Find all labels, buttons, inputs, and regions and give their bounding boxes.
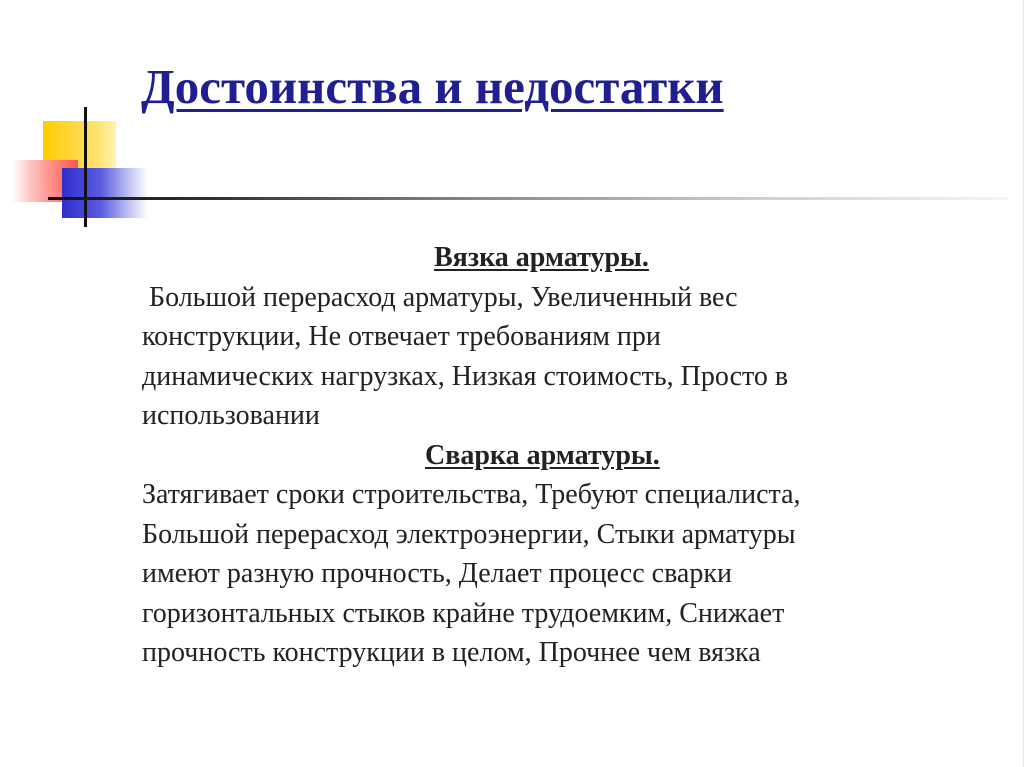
section-line: использовании bbox=[142, 400, 320, 431]
section-line: конструкции, Не отвечает требованиям при bbox=[142, 321, 661, 352]
section-line: прочность конструкции в целом, Прочнее чем вязка bbox=[142, 637, 761, 668]
decorative-blue-gradient bbox=[62, 168, 148, 218]
section-line: горизонтальных стыков крайне трудоемким, Снижает bbox=[142, 597, 785, 629]
section-heading-welding: Сварка арматуры. bbox=[425, 439, 660, 471]
section-line: имеют разную прочность, Делает процесс сварки bbox=[142, 558, 732, 589]
section-heading-binding: Вязка арматуры. bbox=[434, 242, 649, 273]
section-line: Затягивает сроки строительства, Требуют специалиста, bbox=[142, 479, 801, 510]
section-line: Большой перерасход арматуры, Увеличенный вес bbox=[149, 281, 738, 313]
decorative-vertical-line bbox=[84, 107, 87, 227]
slide-body bbox=[142, 238, 972, 673]
decorative-horizontal-line bbox=[48, 197, 1008, 200]
section-line: динамических нагрузках, Низкая стоимость, Просто в bbox=[142, 360, 789, 392]
slide-title: Достоинства и недостатки bbox=[141, 59, 724, 114]
section-line: Большой перерасход электроэнергии, Стыки арматуры bbox=[142, 518, 796, 550]
